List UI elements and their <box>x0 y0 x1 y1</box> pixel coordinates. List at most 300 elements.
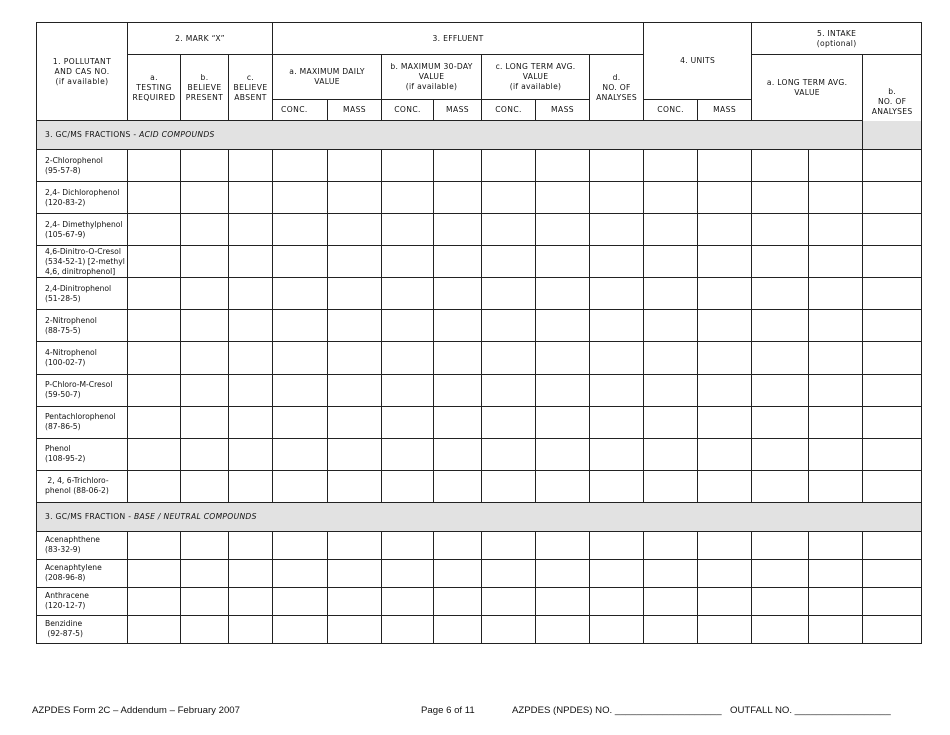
entry-cell[interactable] <box>328 246 382 278</box>
entry-cell[interactable] <box>863 470 922 502</box>
entry-cell[interactable] <box>434 310 482 342</box>
entry-cell[interactable] <box>181 214 229 246</box>
entry-cell[interactable] <box>273 214 328 246</box>
entry-cell[interactable] <box>482 615 536 643</box>
entry-cell[interactable] <box>434 615 482 643</box>
entry-cell[interactable] <box>752 587 809 615</box>
header-line: VALUE <box>522 72 549 82</box>
entry-cell[interactable] <box>863 559 922 587</box>
entry-cell[interactable] <box>273 470 328 502</box>
entry-cell[interactable] <box>698 374 752 406</box>
entry-cell[interactable] <box>229 310 273 342</box>
entry-cell[interactable] <box>128 615 181 643</box>
pollutant-row <box>37 246 922 278</box>
pollutant-name <box>37 531 128 559</box>
entry-cell[interactable] <box>482 342 536 374</box>
entry-cell[interactable] <box>434 214 482 246</box>
entry-cell[interactable] <box>536 342 590 374</box>
intake-header <box>752 23 922 55</box>
entry-cell[interactable] <box>698 438 752 470</box>
entry-cell[interactable] <box>752 310 809 342</box>
entry-cell[interactable] <box>644 559 698 587</box>
entry-cell[interactable] <box>809 150 863 182</box>
section-compound-class: ACID COMPOUNDS <box>139 130 215 140</box>
entry-cell[interactable] <box>181 310 229 342</box>
pollutant-name <box>37 438 128 470</box>
pollutant-name-line: (95-57-8) <box>45 165 81 175</box>
entry-cell[interactable] <box>482 182 536 214</box>
entry-cell[interactable] <box>128 246 181 278</box>
mass-header: MASS <box>536 100 590 121</box>
entry-cell[interactable] <box>590 406 644 438</box>
entry-cell[interactable] <box>229 587 273 615</box>
entry-cell[interactable] <box>128 150 181 182</box>
entry-cell[interactable] <box>536 278 590 310</box>
pollutant-row <box>37 342 922 374</box>
entry-cell[interactable] <box>382 278 434 310</box>
entry-cell[interactable] <box>482 587 536 615</box>
entry-cell[interactable] <box>644 278 698 310</box>
entry-cell[interactable] <box>181 438 229 470</box>
pollutant-name-line: Benzidine <box>45 619 83 629</box>
entry-cell[interactable] <box>752 182 809 214</box>
entry-cell[interactable] <box>590 587 644 615</box>
entry-cell[interactable] <box>536 438 590 470</box>
entry-cell[interactable] <box>434 559 482 587</box>
section-title <box>37 502 922 531</box>
entry-cell[interactable] <box>128 182 181 214</box>
page-footer <box>32 705 922 719</box>
entry-cell[interactable] <box>644 182 698 214</box>
header-line: PRESENT <box>185 92 224 102</box>
entry-cell[interactable] <box>128 374 181 406</box>
entry-cell[interactable] <box>590 438 644 470</box>
entry-cell[interactable] <box>590 214 644 246</box>
entry-cell[interactable] <box>229 150 273 182</box>
entry-cell[interactable] <box>752 150 809 182</box>
pollutant-name-line: 4-Nitrophenol <box>45 347 97 357</box>
entry-cell[interactable] <box>128 470 181 502</box>
entry-cell[interactable] <box>590 246 644 278</box>
entry-cell[interactable] <box>273 150 328 182</box>
entry-cell[interactable] <box>229 182 273 214</box>
entry-cell[interactable] <box>434 374 482 406</box>
entry-cell[interactable] <box>482 559 536 587</box>
entry-cell[interactable] <box>698 470 752 502</box>
section-row <box>37 502 922 531</box>
entry-cell[interactable] <box>273 438 328 470</box>
entry-cell[interactable] <box>536 310 590 342</box>
entry-cell[interactable] <box>273 342 328 374</box>
entry-cell[interactable] <box>482 438 536 470</box>
entry-cell[interactable] <box>536 214 590 246</box>
entry-cell[interactable] <box>181 406 229 438</box>
entry-cell[interactable] <box>229 246 273 278</box>
entry-cell[interactable] <box>382 470 434 502</box>
pollutant-name-line: 2,4- Dichlorophenol <box>45 187 120 197</box>
entry-cell[interactable] <box>273 310 328 342</box>
entry-cell[interactable] <box>482 278 536 310</box>
entry-cell[interactable] <box>434 342 482 374</box>
entry-cell[interactable] <box>698 278 752 310</box>
conc-header: CONC. <box>644 100 698 121</box>
entry-cell[interactable] <box>382 310 434 342</box>
entry-cell[interactable] <box>328 342 382 374</box>
entry-cell[interactable] <box>181 470 229 502</box>
entry-cell[interactable] <box>382 531 434 559</box>
entry-cell[interactable] <box>752 615 809 643</box>
entry-cell[interactable] <box>698 587 752 615</box>
entry-cell[interactable] <box>590 531 644 559</box>
entry-cell[interactable] <box>128 587 181 615</box>
pollutant-header-line: (if available) <box>55 76 109 86</box>
entry-cell[interactable] <box>181 246 229 278</box>
npdes-number-field[interactable]: AZPDES (NPDES) NO. ____________________ <box>512 705 722 716</box>
entry-cell[interactable] <box>698 310 752 342</box>
entry-cell[interactable] <box>229 470 273 502</box>
entry-cell[interactable] <box>328 438 382 470</box>
entry-cell[interactable] <box>181 278 229 310</box>
entry-cell[interactable] <box>273 278 328 310</box>
entry-cell[interactable] <box>809 374 863 406</box>
entry-cell[interactable] <box>434 246 482 278</box>
entry-cell[interactable] <box>482 470 536 502</box>
entry-cell[interactable] <box>863 342 922 374</box>
entry-cell[interactable] <box>229 531 273 559</box>
entry-cell[interactable] <box>752 246 809 278</box>
entry-cell[interactable] <box>809 559 863 587</box>
entry-cell[interactable] <box>181 374 229 406</box>
entry-cell[interactable] <box>590 150 644 182</box>
entry-cell[interactable] <box>809 182 863 214</box>
entry-cell[interactable] <box>382 150 434 182</box>
entry-cell[interactable] <box>752 531 809 559</box>
entry-cell[interactable] <box>482 214 536 246</box>
entry-cell[interactable] <box>863 587 922 615</box>
entry-cell[interactable] <box>590 470 644 502</box>
entry-cell[interactable] <box>273 531 328 559</box>
entry-cell[interactable] <box>863 615 922 643</box>
entry-cell[interactable] <box>698 246 752 278</box>
header-line: b. MAXIMUM 30-DAY <box>390 62 473 72</box>
entry-cell[interactable] <box>382 214 434 246</box>
entry-cell[interactable] <box>863 182 922 214</box>
entry-cell[interactable] <box>328 182 382 214</box>
pollutant-name <box>37 587 128 615</box>
pollutant-name-line: 2-Chlorophenol <box>45 155 103 165</box>
pollutant-name-line: P-Chloro-M-Cresol <box>45 380 113 390</box>
entry-cell[interactable] <box>644 342 698 374</box>
header-line: a. <box>150 72 158 82</box>
entry-cell[interactable] <box>229 438 273 470</box>
entry-cell[interactable] <box>863 531 922 559</box>
section-prefix: 3. GC/MS FRACTIONS - <box>45 130 140 140</box>
entry-cell[interactable] <box>482 246 536 278</box>
entry-cell[interactable] <box>434 406 482 438</box>
entry-cell[interactable] <box>752 214 809 246</box>
entry-cell[interactable] <box>536 559 590 587</box>
entry-cell[interactable] <box>863 374 922 406</box>
entry-cell[interactable] <box>644 531 698 559</box>
pollutant-name-line: Acenaphthene <box>45 535 100 545</box>
pollutant-name-line: (120-83-2) <box>45 197 86 207</box>
pollutant-name-line: (208-96-8) <box>45 573 86 583</box>
entry-cell[interactable] <box>644 615 698 643</box>
entry-cell[interactable] <box>181 531 229 559</box>
entry-cell[interactable] <box>809 587 863 615</box>
header-line: BELIEVE <box>187 82 222 92</box>
entry-cell[interactable] <box>752 374 809 406</box>
pollutant-name <box>37 310 128 342</box>
entry-cell[interactable] <box>698 150 752 182</box>
entry-cell[interactable] <box>809 615 863 643</box>
entry-cell[interactable] <box>434 438 482 470</box>
entry-cell[interactable] <box>434 587 482 615</box>
entry-cell[interactable] <box>863 214 922 246</box>
entry-cell[interactable] <box>434 150 482 182</box>
header-line: c. LONG TERM AVG. <box>495 62 576 72</box>
entry-cell[interactable] <box>698 342 752 374</box>
pollutant-name-line: (83-32-9) <box>45 545 81 555</box>
entry-cell[interactable] <box>809 342 863 374</box>
entry-cell[interactable] <box>273 615 328 643</box>
pollutant-row <box>37 470 922 502</box>
entry-cell[interactable] <box>273 587 328 615</box>
header-line: b. <box>888 87 897 97</box>
pollutant-name <box>37 615 128 643</box>
entry-cell[interactable] <box>644 246 698 278</box>
entry-cell[interactable] <box>328 310 382 342</box>
entry-cell[interactable] <box>229 278 273 310</box>
entry-cell[interactable] <box>128 310 181 342</box>
pollutant-header <box>37 23 128 121</box>
entry-cell[interactable] <box>590 559 644 587</box>
entry-cell[interactable] <box>863 438 922 470</box>
entry-cell[interactable] <box>590 342 644 374</box>
entry-cell[interactable] <box>752 559 809 587</box>
section-compound-class: BASE / NEUTRAL COMPOUNDS <box>134 511 257 521</box>
mass-header: MASS <box>698 100 752 121</box>
entry-cell[interactable] <box>382 342 434 374</box>
entry-cell[interactable] <box>752 470 809 502</box>
entry-cell[interactable] <box>590 615 644 643</box>
entry-cell[interactable] <box>536 470 590 502</box>
entry-cell[interactable] <box>382 406 434 438</box>
entry-cell[interactable] <box>382 374 434 406</box>
entry-cell[interactable] <box>644 587 698 615</box>
entry-cell[interactable] <box>536 531 590 559</box>
header-line: NO. OF <box>877 97 907 107</box>
entry-cell[interactable] <box>128 406 181 438</box>
pollutant-row <box>37 531 922 559</box>
header-line: ABSENT <box>234 92 267 102</box>
entry-cell[interactable] <box>128 559 181 587</box>
entry-cell[interactable] <box>382 246 434 278</box>
pollutant-name-line: (87-86-5) <box>45 422 81 432</box>
outfall-number-field[interactable]: OUTFALL NO. __________________ <box>730 705 891 716</box>
entry-cell[interactable] <box>328 531 382 559</box>
entry-cell[interactable] <box>128 342 181 374</box>
entry-cell[interactable] <box>809 438 863 470</box>
entry-cell[interactable] <box>273 246 328 278</box>
form-id: AZPDES Form 2C – Addendum – February 2007 <box>32 705 240 716</box>
entry-cell[interactable] <box>752 438 809 470</box>
entry-cell[interactable] <box>328 374 382 406</box>
entry-cell[interactable] <box>482 310 536 342</box>
entry-cell[interactable] <box>382 615 434 643</box>
entry-cell[interactable] <box>382 438 434 470</box>
entry-cell[interactable] <box>536 374 590 406</box>
pollutant-name <box>37 342 128 374</box>
entry-cell[interactable] <box>698 182 752 214</box>
pollutant-name-line: 2,4- Dimethylphenol <box>45 219 123 229</box>
pollutant-name <box>37 406 128 438</box>
header-line: TESTING <box>136 82 172 92</box>
entry-cell[interactable] <box>698 214 752 246</box>
entry-cell[interactable] <box>644 150 698 182</box>
entry-cell[interactable] <box>328 470 382 502</box>
entry-cell[interactable] <box>229 406 273 438</box>
conc-header: CONC. <box>382 100 434 121</box>
entry-cell[interactable] <box>434 531 482 559</box>
entry-cell[interactable] <box>128 278 181 310</box>
entry-cell[interactable] <box>536 587 590 615</box>
pollutant-row <box>37 182 922 214</box>
entry-cell[interactable] <box>752 406 809 438</box>
entry-cell[interactable] <box>434 278 482 310</box>
entry-cell[interactable] <box>809 470 863 502</box>
entry-cell[interactable] <box>644 214 698 246</box>
entry-cell[interactable] <box>229 559 273 587</box>
entry-cell[interactable] <box>229 374 273 406</box>
entry-cell[interactable] <box>809 246 863 278</box>
entry-cell[interactable] <box>863 150 922 182</box>
pollutant-row <box>37 374 922 406</box>
long-term-avg-header <box>482 55 590 100</box>
entry-cell[interactable] <box>809 278 863 310</box>
entry-cell[interactable] <box>328 278 382 310</box>
entry-cell[interactable] <box>698 559 752 587</box>
entry-cell[interactable] <box>128 438 181 470</box>
entry-cell[interactable] <box>181 342 229 374</box>
entry-cell[interactable] <box>536 615 590 643</box>
entry-cell[interactable] <box>328 615 382 643</box>
entry-cell[interactable] <box>181 150 229 182</box>
entry-cell[interactable] <box>863 278 922 310</box>
entry-cell[interactable] <box>863 246 922 278</box>
entry-cell[interactable] <box>809 310 863 342</box>
entry-cell[interactable] <box>434 182 482 214</box>
entry-cell[interactable] <box>482 374 536 406</box>
pollutant-name-line: (88-75-5) <box>45 325 81 335</box>
entry-cell[interactable] <box>273 406 328 438</box>
entry-cell[interactable] <box>229 615 273 643</box>
entry-cell[interactable] <box>698 531 752 559</box>
entry-cell[interactable] <box>536 182 590 214</box>
entry-cell[interactable] <box>273 182 328 214</box>
entry-cell[interactable] <box>752 342 809 374</box>
entry-cell[interactable] <box>482 150 536 182</box>
entry-cell[interactable] <box>698 406 752 438</box>
mass-header: MASS <box>434 100 482 121</box>
pollutant-name-line: Phenol <box>45 444 71 454</box>
entry-cell[interactable] <box>590 182 644 214</box>
entry-cell[interactable] <box>809 531 863 559</box>
entry-cell[interactable] <box>644 374 698 406</box>
pollutant-form-table <box>36 22 922 644</box>
entry-cell[interactable] <box>328 150 382 182</box>
entry-cell[interactable] <box>644 470 698 502</box>
pollutant-name-line: (51-28-5) <box>45 293 81 303</box>
entry-cell[interactable] <box>536 406 590 438</box>
entry-cell[interactable] <box>382 587 434 615</box>
entry-cell[interactable] <box>863 310 922 342</box>
entry-cell[interactable] <box>590 278 644 310</box>
entry-cell[interactable] <box>382 182 434 214</box>
header-line: ANALYSES <box>871 107 913 117</box>
pollutant-name <box>37 246 128 278</box>
testing-required-header <box>128 55 181 121</box>
entry-cell[interactable] <box>181 587 229 615</box>
entry-cell[interactable] <box>273 374 328 406</box>
entry-cell[interactable] <box>644 310 698 342</box>
entry-cell[interactable] <box>434 470 482 502</box>
entry-cell[interactable] <box>644 438 698 470</box>
entry-cell[interactable] <box>590 310 644 342</box>
entry-cell[interactable] <box>644 406 698 438</box>
pollutant-row <box>37 615 922 643</box>
pollutant-name-line: (120-12-7) <box>45 601 86 611</box>
entry-cell[interactable] <box>328 406 382 438</box>
entry-cell[interactable] <box>229 214 273 246</box>
entry-cell[interactable] <box>698 615 752 643</box>
entry-cell[interactable] <box>273 559 328 587</box>
effluent-header: 3. EFFLUENT <box>273 23 644 55</box>
pollutant-row <box>37 406 922 438</box>
entry-cell[interactable] <box>328 559 382 587</box>
pollutant-name-line: (108-95-2) <box>45 454 86 464</box>
entry-cell[interactable] <box>328 587 382 615</box>
entry-cell[interactable] <box>536 246 590 278</box>
entry-cell[interactable] <box>482 406 536 438</box>
entry-cell[interactable] <box>752 278 809 310</box>
entry-cell[interactable] <box>382 559 434 587</box>
mark-x-header: 2. MARK “X” <box>128 23 273 55</box>
pollutant-name-line: (100-02-7) <box>45 357 86 367</box>
entry-cell[interactable] <box>181 615 229 643</box>
entry-cell[interactable] <box>863 406 922 438</box>
entry-cell[interactable] <box>128 531 181 559</box>
no-of-analyses-header <box>590 55 644 121</box>
entry-cell[interactable] <box>328 214 382 246</box>
header-line: ANALYSES <box>596 92 637 102</box>
entry-cell[interactable] <box>482 531 536 559</box>
entry-cell[interactable] <box>229 342 273 374</box>
entry-cell[interactable] <box>809 214 863 246</box>
entry-cell[interactable] <box>181 182 229 214</box>
header-line: BELIEVE <box>233 82 268 92</box>
entry-cell[interactable] <box>536 150 590 182</box>
entry-cell[interactable] <box>590 374 644 406</box>
section-title <box>37 121 922 150</box>
mass-header: MASS <box>328 100 382 121</box>
pollutant-name-line: Acenaphtylene <box>45 563 102 573</box>
entry-cell[interactable] <box>128 214 181 246</box>
pollutant-name <box>37 559 128 587</box>
section-row <box>37 121 922 150</box>
entry-cell[interactable] <box>809 406 863 438</box>
entry-cell[interactable] <box>181 559 229 587</box>
